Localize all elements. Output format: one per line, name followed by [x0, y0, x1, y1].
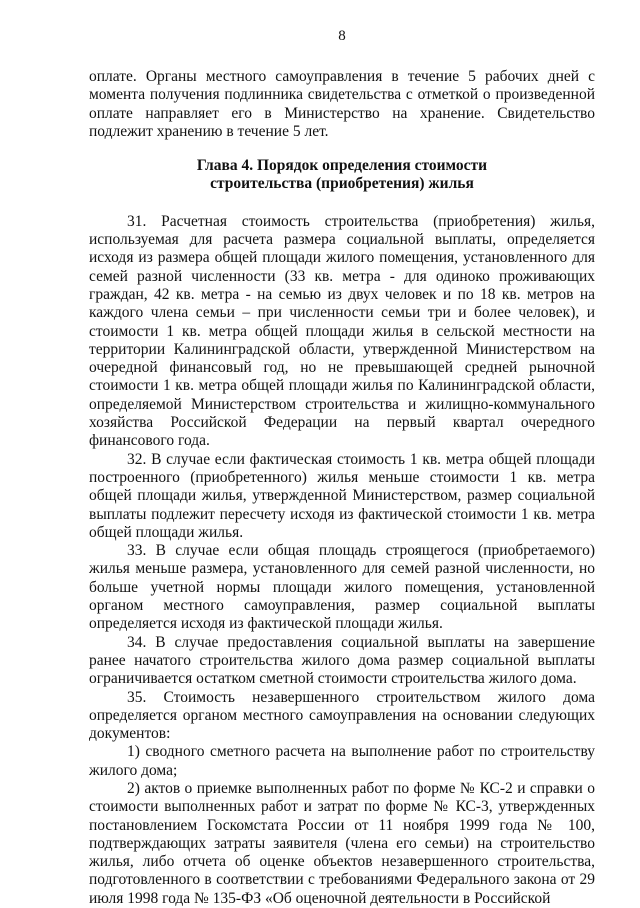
chapter-heading	[89, 157, 595, 194]
list-item-1: 1) сводного сметного расчета на выполнение работ по строительству жилого дома;	[89, 743, 595, 779]
paragraph-32: 32. В случае если фактическая стоимость 1 кв. метра общей площади построенного (приобретенного) жилья меньше стоимости 1 кв. метра общей площади жилья, утвержденной Министерством, размер социальной выплаты подлежит пересчету исходя из фактической стоимости 1 кв. метра общей площади жилья.	[89, 450, 595, 541]
page-number: 8	[338, 28, 346, 44]
chapter-title-line-1: Глава 4. Порядок определения стоимости	[196, 157, 488, 175]
document-page	[89, 26, 595, 908]
list-item-2: 2) актов о приемке выполненных работ по форме № КС-2 и справки о стоимости выполненных работ и затрат по форме № КС-3, утвержденных постановлением Госкомстата России от 11 ноября 1999 года № 100, подтверждающих затраты заявителя (члена его семьи) на строительство жилья, либо отчета об оценке объектов незавершенного строительства, подготовленного в соответствии с требованиями Федерального закона от 29 июля 1998 года № 135-ФЗ «Об оценочной деятельности в Российской	[89, 779, 595, 907]
paragraph-31: 31. Расчетная стоимость строительства (приобретения) жилья, используемая для расчета размера социальной выплаты, определяется исходя из размера общей площади жилого помещения, установленного для семей разной численности (33 кв. метра - для одиноко проживающих граждан, 42 кв. метра - на семью из двух человек и по 18 кв. метров на каждого члена семьи – при численности семьи три и более человек), и стоимости 1 кв. метра общей площади жилья в сельской местности на территории Калининградской области, утвержденной Министерством на очередной финансовый год, но не превышающей средней рыночной стоимости 1 кв. метра общей площади жилья по Калининградской области, определяемой Министерством строительства и жилищно-коммунального хозяйства Российской Федерации на первый квартал очередного финансового года.	[89, 212, 595, 450]
paragraph-35: 35. Стоимость незавершенного строительством жилого дома определяется органом местного самоуправления на основании следующих документов:	[89, 688, 595, 743]
chapter-title-line-2: строительства (приобретения) жилья	[210, 175, 474, 193]
paragraph-33: 33. В случае если общая площадь строящегося (приобретаемого) жилья меньше размера, установленного для семей разной численности, но больше учетной нормы площади жилого помещения, установленной органом местного самоуправления, размер социальной выплаты определяется исходя из фактической площади жилья.	[89, 542, 595, 633]
intro-paragraph: оплате. Органы местного самоуправления в течение 5 рабочих дней с момента получения подлинника свидетельства с отметкой о произведенной оплате направляет его в Министерство на хранение. Свидетельство подлежит хранению в течение 5 лет.	[89, 68, 595, 140]
paragraph-34: 34. В случае предоставления социальной выплаты на завершение ранее начатого строительства жилого дома размер социальной выплаты ограничивается остатком сметной стоимости строительства жилого дома.	[89, 633, 595, 688]
